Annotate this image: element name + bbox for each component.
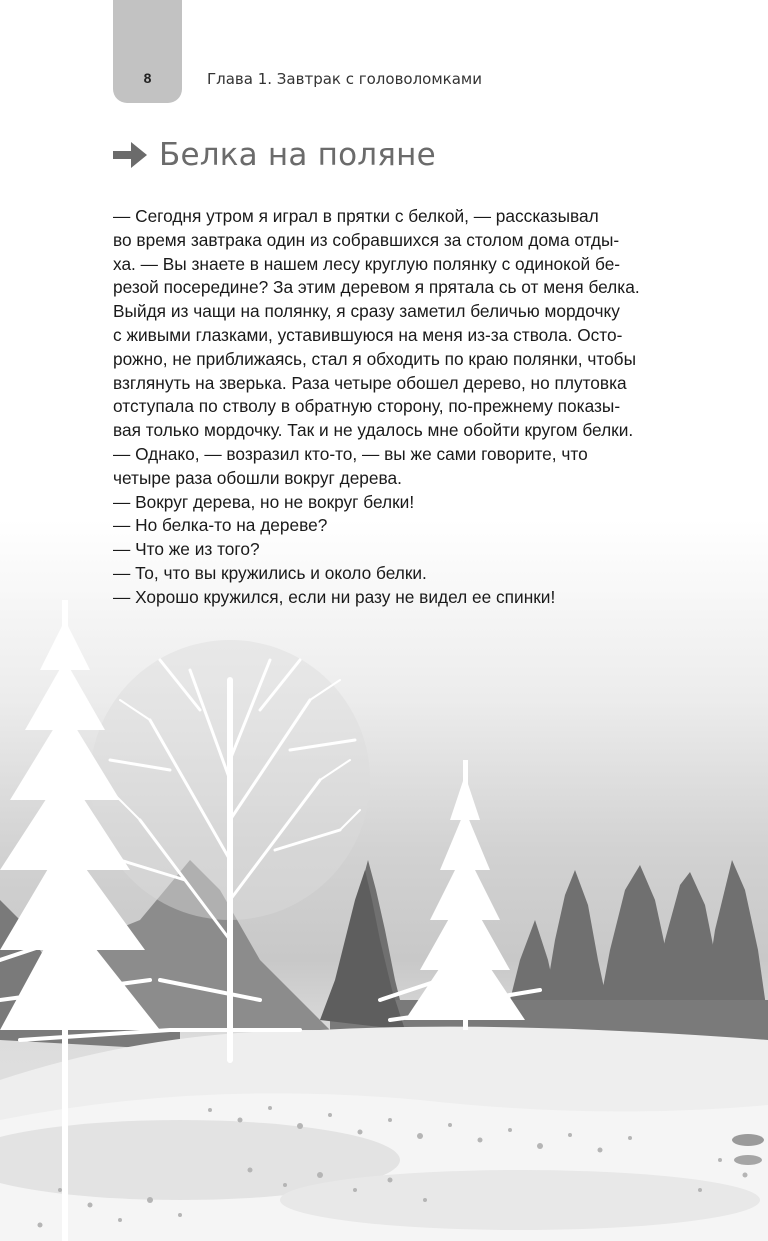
page-tab: [113, 0, 182, 103]
body-text: [113, 205, 698, 610]
text-line: во время завтрака один из собравшихся за столом дома отды-: [113, 229, 620, 250]
text-line: — Но белка-то на дереве?: [113, 515, 328, 536]
arrow-right-icon: [113, 140, 149, 170]
section-title: Белка на поляне: [159, 137, 436, 173]
section-heading: [113, 134, 436, 176]
chapter-title: Глава 1. Завтрак с головоломками: [207, 70, 482, 88]
text-line: — Однако, — возразил кто-то, — вы же сами говорите, что: [113, 443, 588, 464]
text-line: ха. — Вы знаете в нашем лесу круглую полянку с одинокой бе-: [113, 253, 621, 274]
text-line: — То, что вы кружились и около белки.: [113, 562, 427, 583]
text-line: — Вокруг дерева, но не вокруг белки!: [113, 491, 415, 512]
text-line: рожно, не приближаясь, стал я обходить по краю полянки, чтобы: [113, 348, 637, 369]
text-line: отступала по стволу в обратную сторону, по-прежнему показы-: [113, 396, 621, 417]
text-line: с живыми глазками, уставившуюся на меня из-за ствола. Осто-: [113, 324, 623, 345]
winter-forest-illustration: [0, 560, 768, 1241]
text-line: вая только мордочку. Так и не удалось мне обойти кругом белки.: [113, 420, 634, 441]
text-line: — Что же из того?: [113, 539, 260, 560]
text-line: взглянуть на зверька. Раза четыре обошел дерево, но плутовка: [113, 372, 627, 393]
mid-spruce: [320, 870, 405, 1030]
snowy-spruce-center: [405, 760, 525, 1030]
text-line: — Сегодня утром я играл в прятки с белкой, — рассказывал: [113, 206, 599, 226]
text-line: четыре раза обошли вокруг дерева.: [113, 467, 402, 488]
page-number: 8: [143, 70, 152, 86]
text-line: Выйдя из чащи на полянку, я сразу заметил беличью мордочку: [113, 301, 620, 322]
text-line: — Хорошо кружился, если ни разу не видел ее спинки!: [113, 586, 556, 607]
text-line: резой посередине? За этим деревом я прятала сь от меня белка.: [113, 277, 640, 298]
